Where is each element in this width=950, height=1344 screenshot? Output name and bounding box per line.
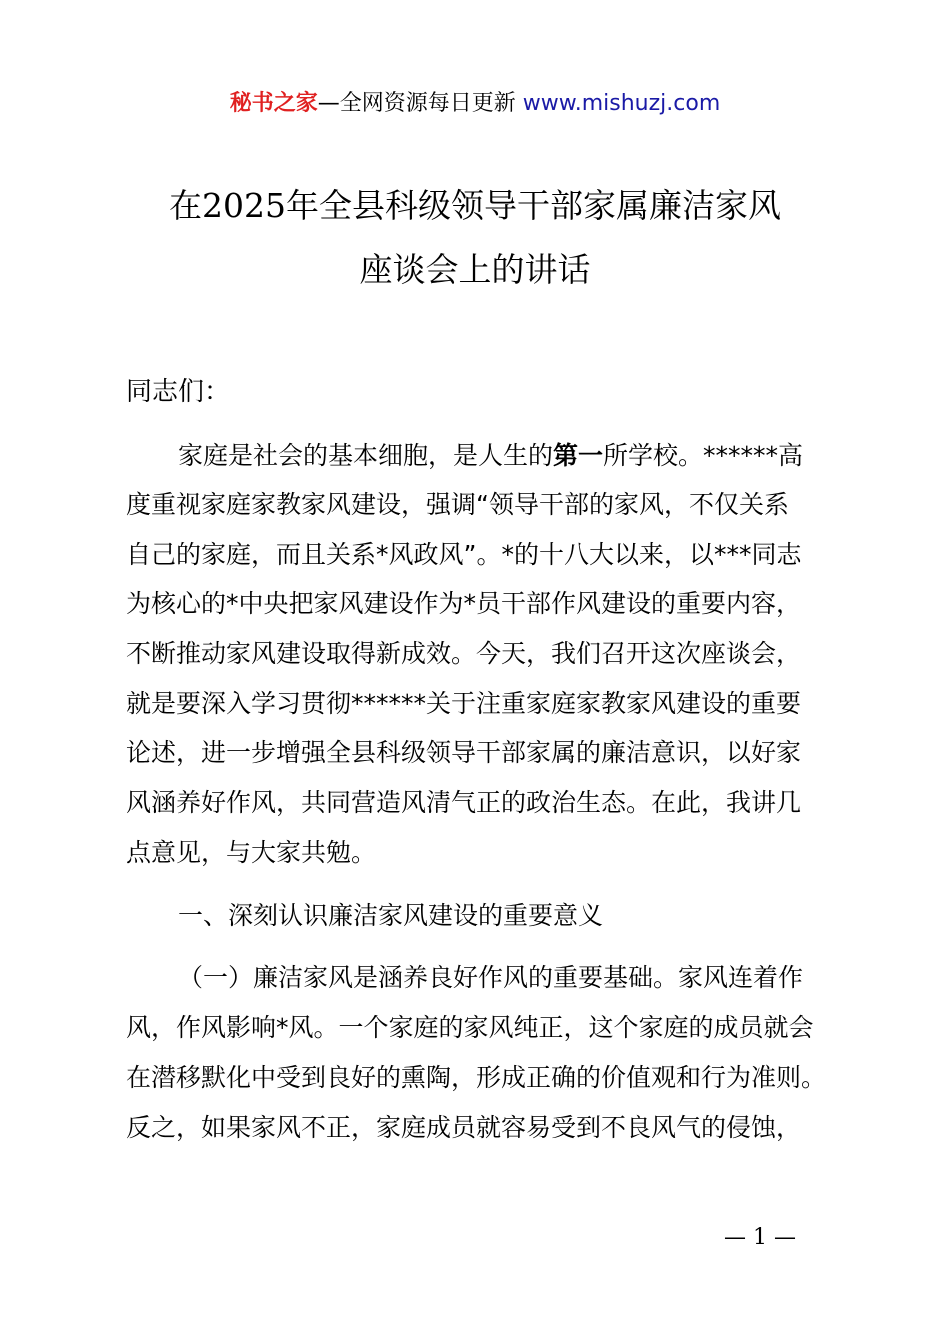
header-tagline: —全网资源每日更新 <box>317 91 516 116</box>
brand-name: 秘书之家 <box>229 91 318 116</box>
header-url-link[interactable]: www.mishuzj.com <box>522 91 721 116</box>
paragraph-1-bold-text: 第一 <box>553 441 604 470</box>
paragraph-2-line-3: 在潜移默化中受到良好的熏陶，形成正确的价值观和行为准则。 <box>126 1063 827 1092</box>
paragraph-1-text: 所学校。******高 <box>603 441 804 470</box>
paragraph-1-line-8: 风涵养好作风，共同营造风清气正的政治生态。在此，我讲几 <box>126 788 802 817</box>
paragraph-1-line-5: 不断推动家风建设取得新成效。今天，我们召开这次座谈会， <box>126 639 802 668</box>
document-title-line-2: 座谈会上的讲话 <box>359 250 591 289</box>
section-1-heading: 一、深刻认识廉洁家风建设的重要意义 <box>178 901 604 930</box>
paragraph-1-line-7: 论述，进一步增强全县科级领导干部家属的廉洁意识，以好家 <box>126 738 802 767</box>
site-header <box>0 88 950 120</box>
paragraph-2-line-2: 风，作风影响*风。一个家庭的家风纯正，这个家庭的成员就会 <box>126 1013 814 1042</box>
paragraph-1-line-3: 自己的家庭，而且关系*风政风”。*的十八大以来，以***同志 <box>126 540 802 569</box>
salutation: 同志们： <box>126 377 231 407</box>
paragraph-1-text: 家庭是社会的基本细胞，是人生的 <box>178 441 554 470</box>
paragraph-2-line-1: （一）廉洁家风是涵养良好作风的重要基础。家风连着作 <box>178 963 804 992</box>
paragraph-1-line-9: 点意见，与大家共勉。 <box>126 838 377 867</box>
paragraph-1-line-1 <box>178 438 803 474</box>
page-number: — 1 — <box>724 1225 796 1250</box>
paragraph-1-line-2: 度重视家庭家教家风建设，强调“领导干部的家风，不仅关系 <box>126 490 789 519</box>
paragraph-1-line-4: 为核心的*中央把家风建设作为*员干部作风建设的重要内容， <box>126 589 802 618</box>
paragraph-2-line-4: 反之，如果家风不正，家庭成员就容易受到不良风气的侵蚀， <box>126 1113 802 1142</box>
paragraph-1-line-6: 就是要深入学习贯彻******关于注重家庭家教家风建设的重要 <box>126 689 802 718</box>
document-title-line-1: 在2025年全县科级领导干部家属廉洁家风 <box>169 186 781 225</box>
